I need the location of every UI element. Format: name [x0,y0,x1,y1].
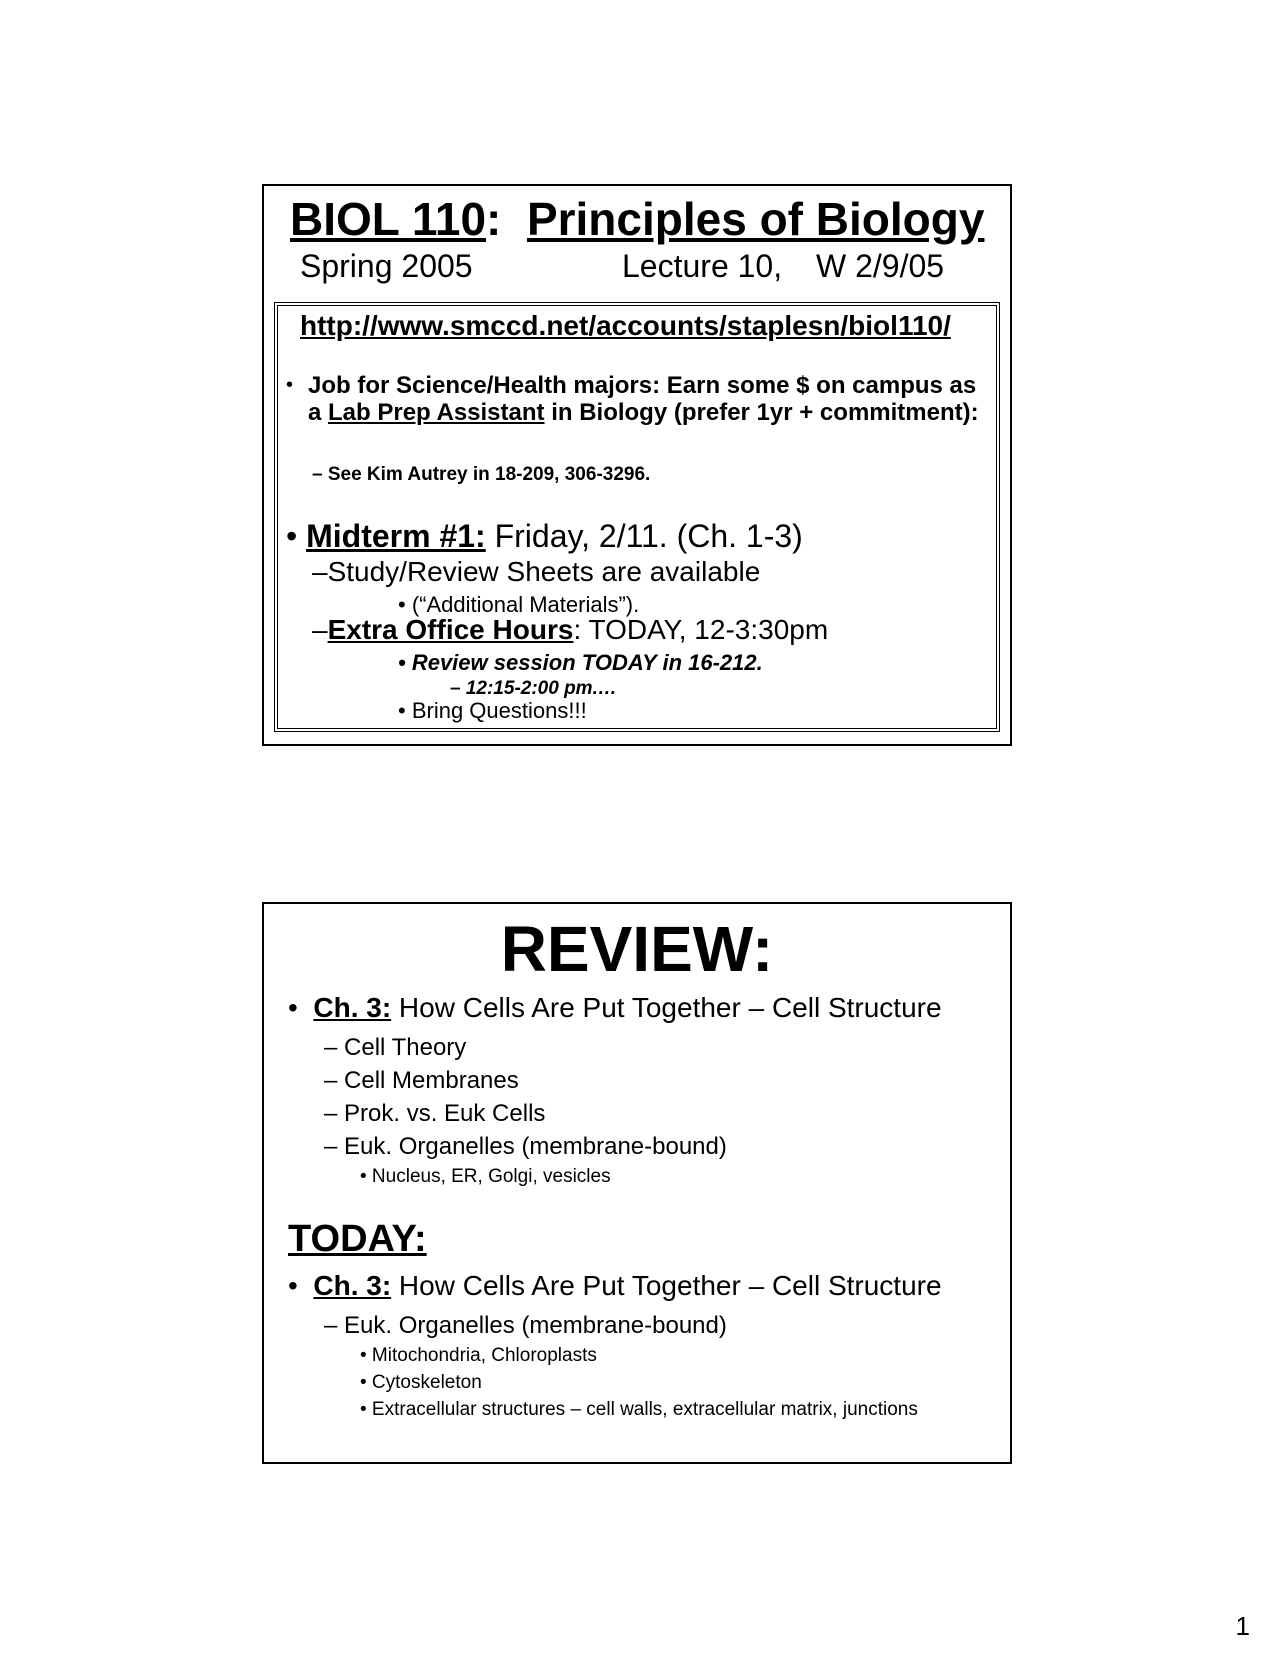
bullet: • [288,1270,298,1301]
chapter-title: How Cells Are Put Together – Cell Structure [391,1270,942,1301]
review-chapter-line [288,992,942,1024]
term-label: Spring 2005 [300,248,473,284]
lab-prep-assistant-text: Lab Prep Assistant [328,399,545,426]
midterm-label: Midterm #1: [306,518,486,554]
today-subitem: • Mitochondria, Chloroplasts [360,1345,597,1366]
announcement-box [274,302,1000,732]
slide-review-today [262,902,1012,1464]
today-subitem: • Extracellular structures – cell walls, extracellular matrix, junctions [360,1399,918,1420]
lecture-label: Lecture 10, [622,248,783,284]
bullet: • [286,518,298,554]
job-announcement [286,372,986,426]
job-contact: – See Kim Autrey in 18-209, 306-3296. [312,464,651,485]
chapter-label: Ch. 3: [313,992,392,1023]
slide-lecture-info [262,184,1012,746]
job-text-suffix: in Biology (prefer 1yr + commitment): [544,399,979,426]
review-session-time: – 12:15-2:00 pm.… [450,678,617,699]
course-code: BIOL 110 [290,193,487,245]
page-number: 1 [1235,1611,1250,1641]
course-name: Principles of Biology [526,193,985,245]
lecture-date: W 2/9/05 [816,248,945,284]
review-title: REVIEW: [500,913,774,985]
midterm-date: Friday, 2/11. (Ch. 1-3) [485,518,803,554]
office-hours-label: Extra Office Hours [327,614,574,645]
review-session-line: • Review session TODAY in 16-212. [398,650,763,675]
today-title: TODAY: [288,1218,427,1260]
chapter-title: How Cells Are Put Together – Cell Structure [391,992,942,1023]
review-item: – Euk. Organelles (membrane-bound) [324,1133,727,1160]
office-hours-time: : TODAY, 12-3:30pm [573,614,829,645]
review-item: – Prok. vs. Euk Cells [324,1100,546,1127]
slide-title [290,192,984,246]
job-text-prefix: Job for Science/Health majors: Earn some $ on campus as a [308,372,977,426]
review-item: – Cell Membranes [324,1067,519,1094]
bullet: • [288,992,298,1023]
additional-materials-line: • (“Additional Materials”). [398,592,640,617]
midterm-line [286,518,803,555]
review-subitem: • Nucleus, ER, Golgi, vesicles [360,1166,611,1187]
today-chapter-line [288,1270,942,1302]
office-hours-line [312,614,828,646]
chapter-label: Ch. 3: [313,1270,392,1301]
today-item: – Euk. Organelles (membrane-bound) [324,1312,727,1339]
title-separator: : [486,193,502,245]
bring-questions-line: • Bring Questions!!! [398,698,587,723]
today-subitem: • Cytoskeleton [360,1372,482,1393]
study-sheets-line: –Study/Review Sheets are available [312,556,761,587]
review-item: – Cell Theory [324,1034,467,1061]
dash: – [312,614,328,645]
course-url-link[interactable]: http://www.smccd.net/accounts/staplesn/biol110/ [300,310,951,341]
bullet: • [286,374,294,396]
